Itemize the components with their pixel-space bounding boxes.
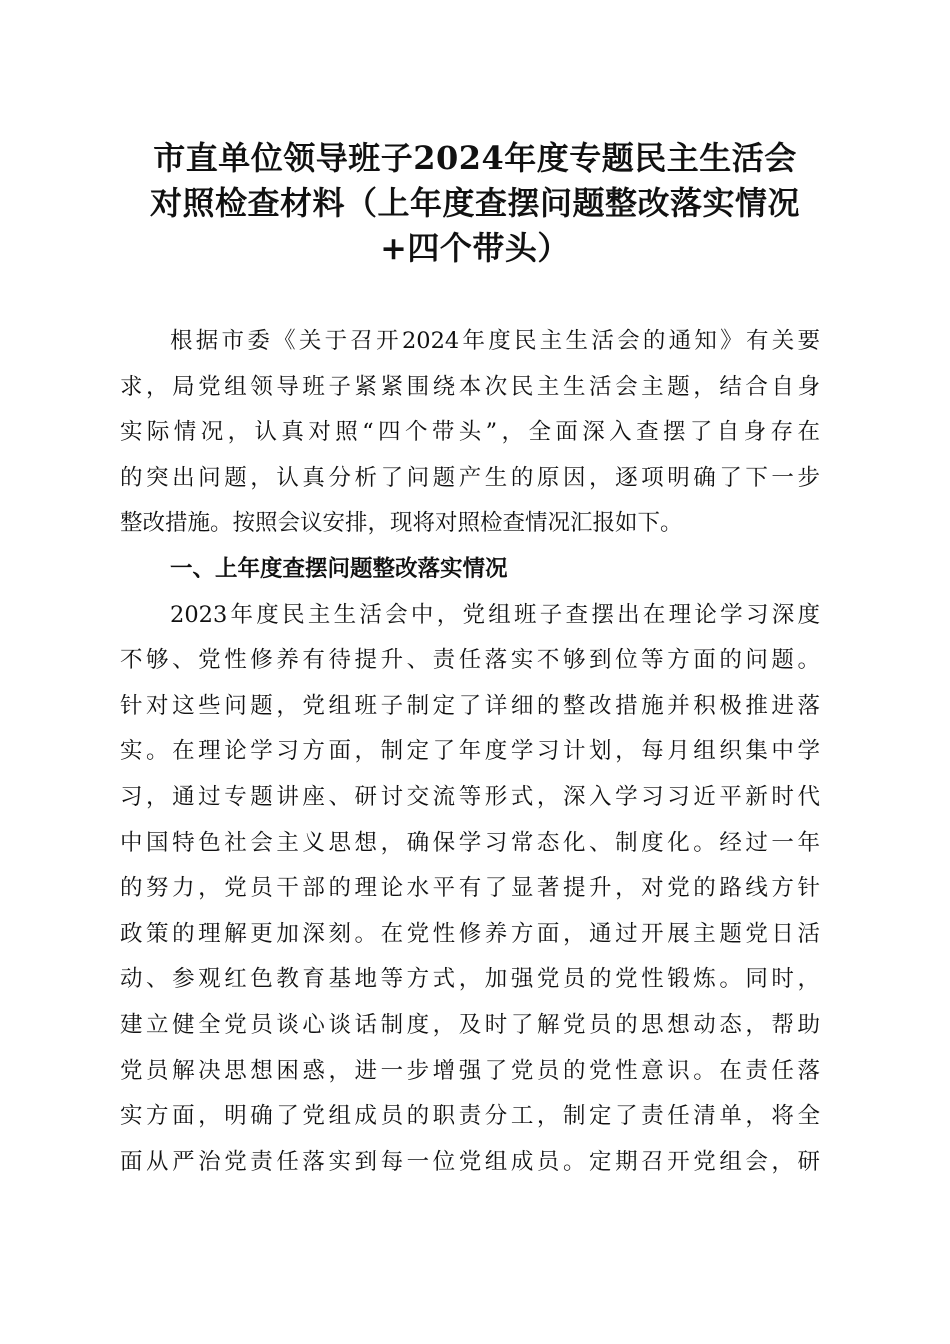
text-line: 根据市委《关于召开2024年度民主生活会的通知》有关要 [170,328,820,354]
section-heading: 一、上年度查摆问题整改落实情况 [170,555,508,582]
text-line: 面从严治党责任落实到每一位党组成员。定期召开党组会，研 [120,1148,820,1175]
text-line: 实。在理论学习方面，制定了年度学习计划，每月组织集中学 [120,738,820,765]
text-line: 习，通过专题讲座、研讨交流等形式，深入学习习近平新时代 [120,783,820,810]
text-line: 动、参观红色教育基地等方式，加强党员的党性锻炼。同时， [120,966,820,993]
text-line: 针对这些问题，党组班子制定了详细的整改措施并积极推进落 [120,692,820,719]
text-line: 实际情况，认真对照“四个带头”，全面深入查摆了自身存在 [120,419,820,446]
text-line: 整改措施。按照会议安排，现将对照检查情况汇报如下。 [120,510,683,537]
paragraph-intro [120,319,820,547]
text-line: 不够、党性修养有待提升、责任落实不够到位等方面的问题。 [120,647,820,674]
text-line: 政策的理解更加深刻。在党性修养方面，通过开展主题党日活 [120,920,820,947]
title-line: +四个带头） [380,229,570,267]
title-line: 对照检查材料（上年度查摆问题整改落实情况 [149,184,800,222]
text-line: 的努力，党员干部的理论水平有了显著提升，对党的路线方针 [120,875,820,902]
text-line: 求，局党组领导班子紧紧围绕本次民主生活会主题，结合自身 [120,373,820,400]
title-line: 市直单位领导班子2024年度专题民主生活会 [153,139,797,177]
text-line: 的突出问题，认真分析了问题产生的原因，逐项明确了下一步 [120,464,820,491]
text-line: 2023年度民主生活会中，党组班子查摆出在理论学习深度 [170,601,820,628]
document-title [100,136,850,271]
text-line: 中国特色社会主义思想，确保学习常态化、制度化。经过一年 [120,829,820,856]
text-line: 建立健全党员谈心谈话制度，及时了解党员的思想动态，帮助 [120,1011,820,1038]
document-body [120,319,820,1185]
text-line: 实方面，明确了党组成员的职责分工，制定了责任清单，将全 [120,1103,820,1130]
paragraph-section1 [120,593,820,1186]
text-line: 党员解决思想困惑，进一步增强了党员的党性意识。在责任落 [120,1057,820,1084]
